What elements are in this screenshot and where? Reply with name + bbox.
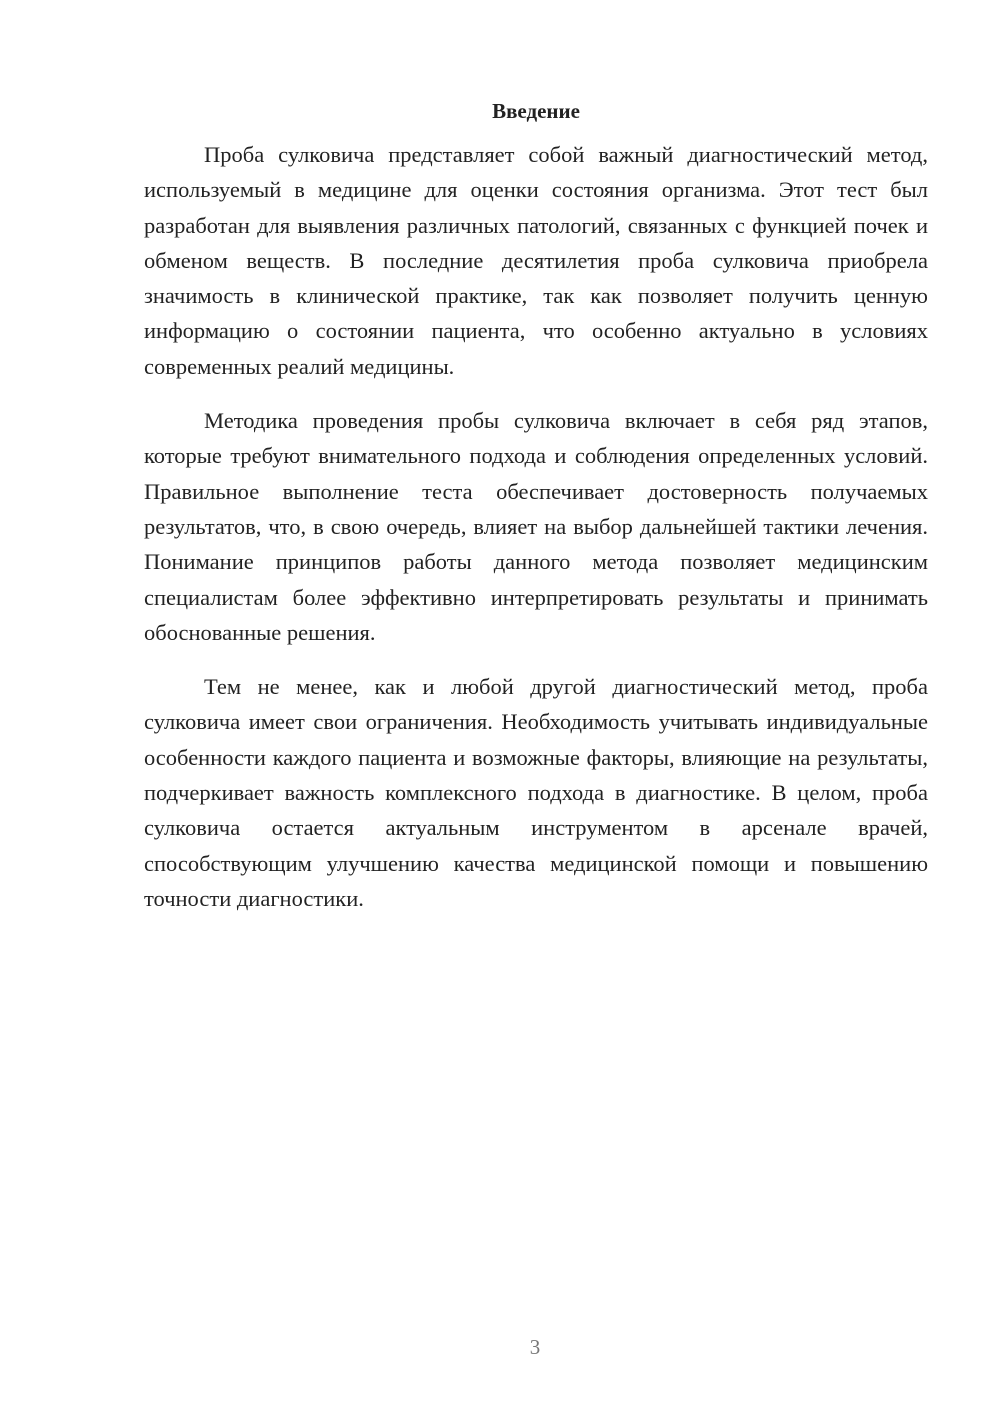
section-title: Введение: [492, 99, 580, 123]
page-content: [144, 96, 928, 935]
paragraph-3: Тем не менее, как и любой другой диагностический метод, проба сулковича имеет свои ограничения. Необходимость учитывать индивидуальные особенности каждого пациента и возможные факторы, влияющие на результаты, подчеркивает важность комплексного подхода в диагностике. В целом, проба сулковича остается актуальным инструментом в арсенале врачей, способствующим улучшению качества медицинской помощи и повышению точности диагностики.: [144, 674, 928, 911]
page-number: 3: [529, 1335, 541, 1359]
paragraph-2: Методика проведения пробы сулковича включает в себя ряд этапов, которые требуют внимательного подхода и соблюдения определенных условий. Правильное выполнение теста обеспечивает достоверность получаемых результатов, что, в свою очередь, влияет на выбор дальнейшей тактики лечения. Понимание принципов работы данного метода позволяет медицинским специалистам более эффективно интерпретировать результаты и принимать обоснованные решения.: [144, 408, 928, 645]
paragraph-1: Проба сулковича представляет собой важный диагностический метод, используемый в медицине для оценки состояния организма. Этот тест был разработан для выявления различных патологий, связанных с функцией почек и обменом веществ. В последние десятилетия проба сулковича приобрела значимость в клинической практике, так как позволяет получить ценную информацию о состоянии пациента, что особенно актуально в условиях современных реалий медицины.: [144, 142, 928, 379]
